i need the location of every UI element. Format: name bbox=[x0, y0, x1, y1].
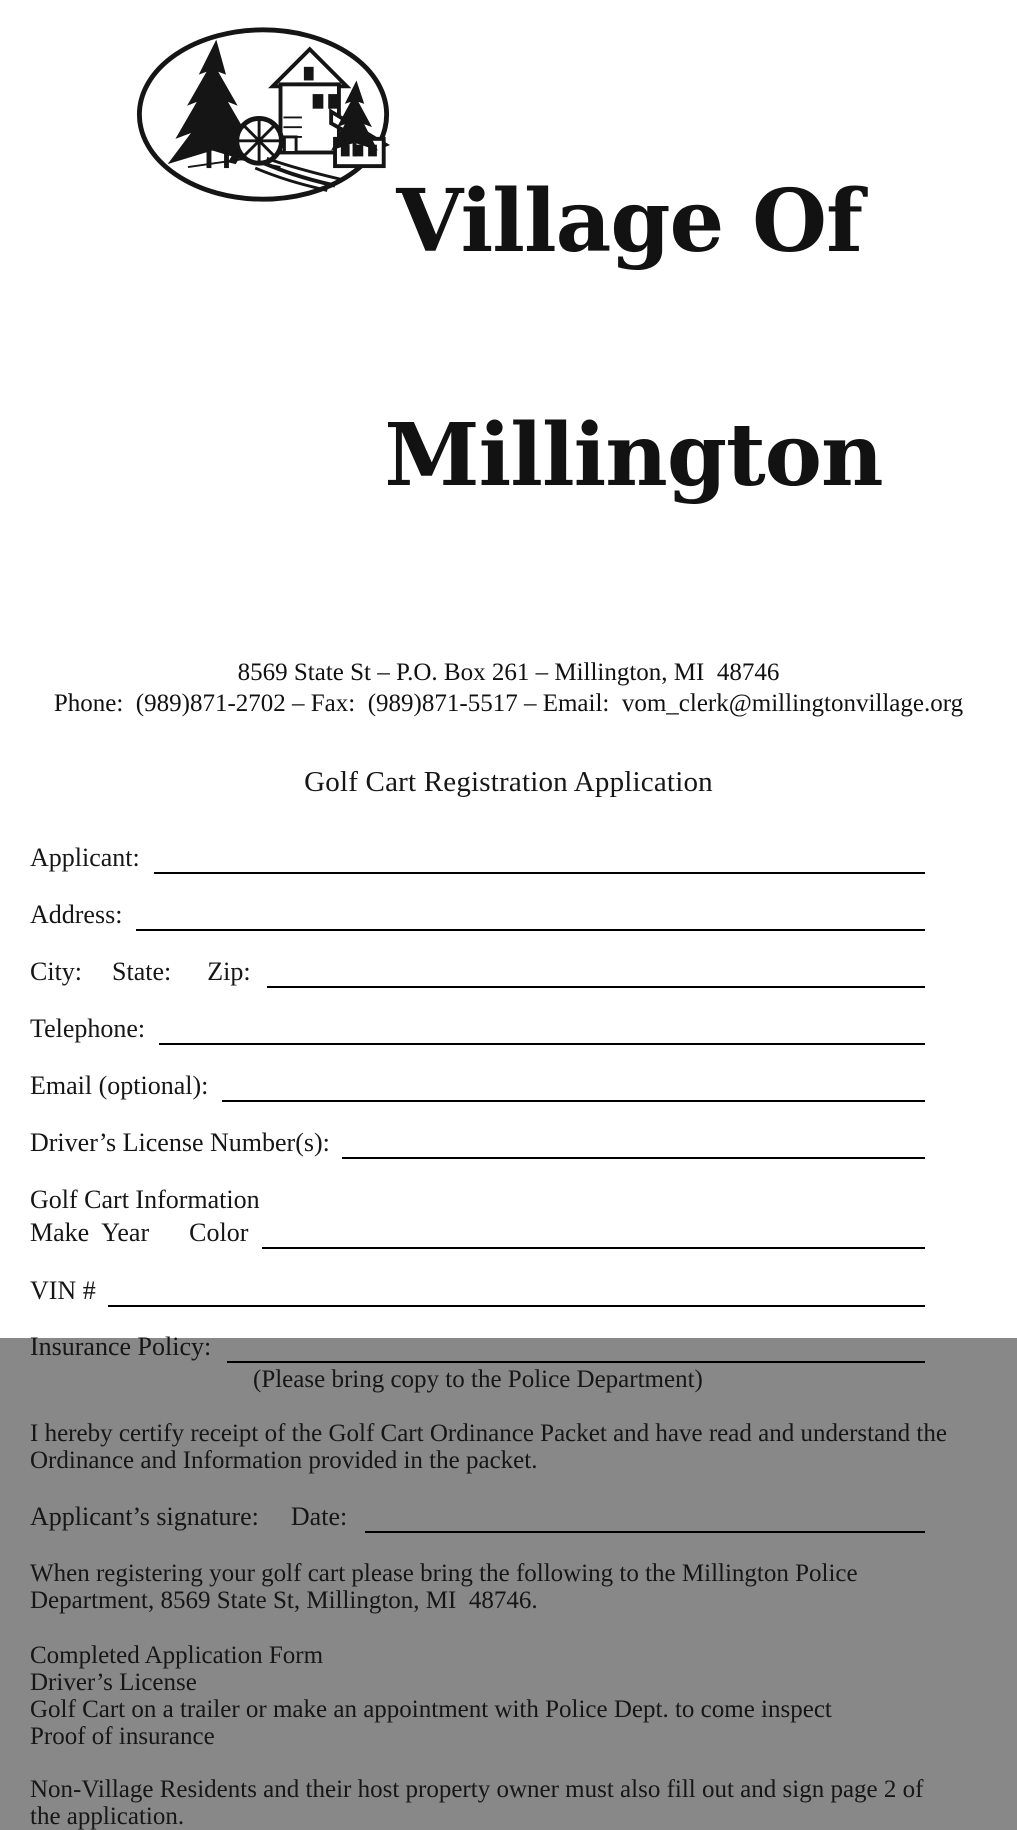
telephone-row bbox=[30, 1014, 925, 1044]
bring-instructions-line-2: Department, 8569 State St, Millington, MI 48746. bbox=[30, 1586, 538, 1614]
certification-line-1: I hereby certify receipt of the Golf Cart Ordinance Packet and have read and understand the bbox=[30, 1419, 947, 1447]
zip-input-line[interactable] bbox=[267, 986, 925, 988]
non-village-paragraph bbox=[30, 1776, 925, 1830]
checklist-item: Proof of insurance bbox=[30, 1722, 215, 1750]
drivers-license-label: Driver’s License Number(s): bbox=[30, 1127, 330, 1157]
drivers-license-input-line[interactable] bbox=[342, 1157, 925, 1159]
insurance-input-line[interactable] bbox=[227, 1361, 925, 1363]
certification-paragraph bbox=[30, 1419, 947, 1474]
make-year-color-row bbox=[30, 1218, 925, 1248]
village-logo bbox=[0, 0, 1017, 653]
email-label: Email (optional): bbox=[30, 1070, 209, 1100]
telephone-label: Telephone: bbox=[30, 1013, 146, 1043]
email-input-line[interactable] bbox=[222, 1100, 925, 1102]
applicant-input-line[interactable] bbox=[154, 872, 925, 874]
logo-line-1: Village Of bbox=[396, 171, 863, 273]
email-row bbox=[30, 1071, 925, 1101]
insurance-note: (Please bring copy to the Police Department) bbox=[253, 1365, 703, 1393]
vin-label: VIN # bbox=[30, 1275, 96, 1305]
telephone-input-line[interactable] bbox=[159, 1043, 925, 1045]
vin-row bbox=[30, 1276, 925, 1306]
zip-label: Zip: bbox=[207, 956, 251, 986]
applicant-label: Applicant: bbox=[30, 842, 140, 872]
letterhead bbox=[0, 0, 1017, 718]
date-label: Date: bbox=[290, 1501, 348, 1531]
certification-line-2: Ordinance and Information provided in the packet. bbox=[30, 1446, 538, 1474]
address-input-line[interactable] bbox=[136, 929, 925, 931]
vin-input-line[interactable] bbox=[108, 1305, 925, 1307]
bring-checklist bbox=[30, 1642, 925, 1750]
checklist-item: Golf Cart on a trailer or make an appointment with Police Dept. to come inspect bbox=[30, 1695, 832, 1723]
year-label: Year bbox=[101, 1217, 150, 1247]
logo-line-2: Millington bbox=[384, 404, 883, 506]
state-label: State: bbox=[112, 956, 172, 986]
signature-label: Applicant’s signature: bbox=[30, 1501, 259, 1531]
logo-wordmark bbox=[384, 24, 882, 653]
make-label: Make bbox=[30, 1217, 90, 1247]
contact-info-line: Phone: (989)871-2702 – Fax: (989)871-5517 – Email: vom_clerk@millingtonvillage.org bbox=[53, 689, 964, 717]
page-title: Golf Cart Registration Application bbox=[304, 765, 713, 798]
insurance-row bbox=[30, 1332, 925, 1362]
drivers-license-row bbox=[30, 1128, 925, 1158]
bring-instructions-paragraph bbox=[30, 1560, 925, 1614]
street-address-line: 8569 State St – P.O. Box 261 – Millington, MI 48746 bbox=[237, 658, 780, 686]
color-label: Color bbox=[189, 1217, 249, 1247]
watermill-scene-icon bbox=[134, 24, 392, 207]
city-label: City: bbox=[30, 956, 83, 986]
checklist-item: Completed Application Form bbox=[30, 1641, 324, 1669]
non-village-line-2: the application. bbox=[30, 1802, 185, 1830]
bring-instructions-line-1: When registering your golf cart please bring the following to the Millington Police bbox=[30, 1559, 858, 1587]
city-state-zip-row bbox=[30, 957, 925, 987]
golf-cart-info-heading: Golf Cart Information bbox=[30, 1184, 260, 1214]
date-input-line[interactable] bbox=[365, 1531, 925, 1533]
golf-cart-info-heading-row bbox=[30, 1185, 925, 1215]
signature-date-row bbox=[30, 1502, 925, 1532]
insurance-label: Insurance Policy: bbox=[30, 1331, 212, 1361]
non-village-line-1: Non-Village Residents and their host property owner must also fill out and sign page 2 of bbox=[30, 1775, 924, 1803]
address-row bbox=[30, 900, 925, 930]
registration-form bbox=[0, 843, 1017, 1830]
color-input-line[interactable] bbox=[262, 1247, 925, 1249]
applicant-row bbox=[30, 843, 925, 873]
address-label: Address: bbox=[30, 899, 123, 929]
checklist-item: Driver’s License bbox=[30, 1668, 197, 1696]
